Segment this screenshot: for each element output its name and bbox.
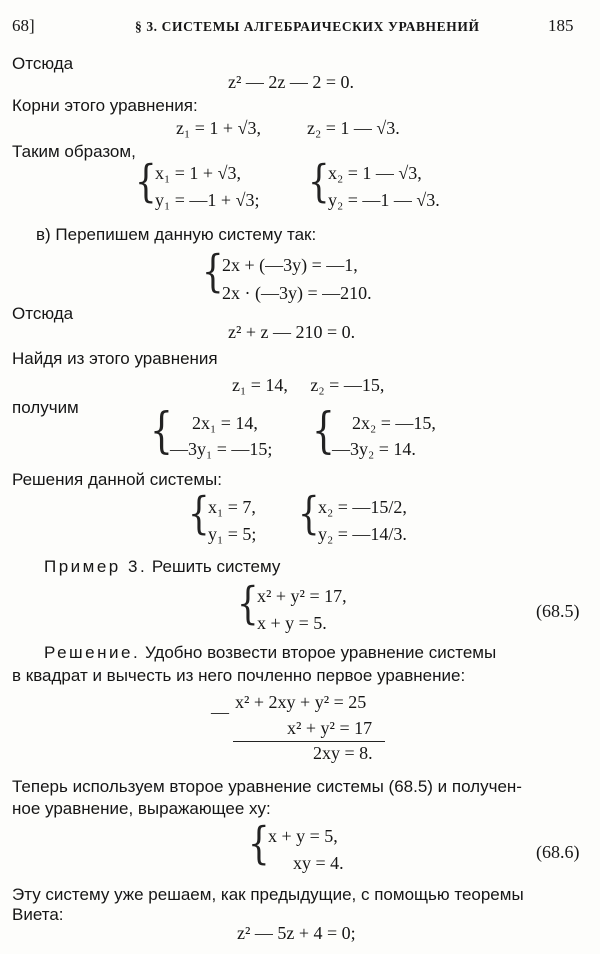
- system-p1-row1: 2x₁ = 14,: [192, 413, 258, 433]
- page-number: 185: [548, 16, 574, 35]
- equation-last: z² — 5z + 4 = 0;: [237, 923, 356, 943]
- system-v-row1: 2x + (—3y) = —1,: [222, 255, 358, 275]
- running-title: § 3. СИСТЕМЫ АЛГЕБРАИЧЕСКИХ УРАВНЕНИЙ: [135, 19, 480, 34]
- text-otsyuda-2: Отсюда: [12, 304, 74, 323]
- solution-paragraph-line2: в квадрат и вычесть из него почленно первое уравнение:: [12, 666, 466, 685]
- text-takim: Таким образом,: [12, 142, 136, 161]
- system-p1-row2: —3y₁ = —15;: [170, 439, 273, 459]
- text-korni: Корни этого уравнения:: [12, 96, 198, 115]
- system-v-row2: 2x · (—3y) = —210.: [222, 283, 372, 303]
- text-teper-line1: Теперь используем второе уравнение системы (68.5) и получен-: [12, 777, 522, 796]
- minus-sign: —: [211, 702, 229, 722]
- equation-number-68-5: (68.5): [536, 601, 580, 621]
- system-p2-row1: 2x₂ = —15,: [352, 413, 436, 433]
- system-b-row1: x₂ = 1 — √3,: [328, 163, 422, 183]
- system-a-row1: x₁ = 1 + √3,: [155, 163, 241, 183]
- system-68-6-row1: x + y = 5,: [268, 826, 338, 846]
- example-heading: [44, 557, 280, 577]
- text-poluchim: получим: [12, 398, 79, 417]
- roots-z1: z₁ = 1 + √3,: [176, 118, 261, 138]
- equation-number-68-6: (68.6): [536, 842, 580, 862]
- brace-example-3: {: [237, 578, 259, 631]
- subtraction-row1: x² + 2xy + y² = 25: [235, 692, 367, 712]
- example-label: Пример 3.: [44, 557, 148, 576]
- solution-2-row1: x₂ = —15/2,: [318, 497, 407, 517]
- system-p2-row2: —3y₂ = 14.: [332, 439, 416, 459]
- brace-system-p2: {: [312, 403, 335, 460]
- brace-system-a: {: [135, 156, 157, 209]
- equation-2: z² + z — 210 = 0.: [228, 322, 356, 342]
- example-3-row2: x + y = 5.: [257, 613, 327, 633]
- text-otsyuda-1: Отсюда: [12, 54, 74, 73]
- equation-1: z² — 2z — 2 = 0.: [228, 72, 355, 92]
- text-resheniya: Решения данной системы:: [12, 470, 222, 489]
- text-etu-line2: Виета:: [12, 905, 64, 924]
- brace-system-b: {: [308, 156, 330, 209]
- system-68-6-row2: xy = 4.: [293, 853, 344, 873]
- brace-solution-2: {: [298, 488, 320, 541]
- text-part-v: в) Перепишем данную систему так:: [36, 225, 317, 244]
- brace-system-v: {: [202, 246, 224, 299]
- subtraction-result: 2xy = 8.: [313, 743, 373, 763]
- text-teper-line2: ное уравнение, выражающее xy:: [12, 799, 271, 818]
- example-3-row1: x² + y² = 17,: [257, 586, 347, 606]
- solution-1-row1: x₁ = 7,: [208, 497, 256, 517]
- solution-label: Решение.: [44, 643, 141, 662]
- section-number: 68]: [12, 16, 35, 35]
- solution-2-row2: y₂ = —14/3.: [318, 524, 407, 544]
- system-b-row2: y₂ = —1 — √3.: [328, 190, 440, 210]
- solution-paragraph-line1: [44, 643, 496, 663]
- solution-1-row2: y₁ = 5;: [208, 524, 257, 544]
- example-text: Решить систему: [151, 557, 281, 576]
- brace-solution-1: {: [188, 488, 210, 541]
- roots-z2: z₂ = 1 — √3.: [307, 118, 400, 138]
- brace-system-68-6: {: [248, 818, 270, 871]
- roots-2: z₁ = 14, z₂ = —15,: [232, 375, 385, 395]
- text-naydya: Найдя из этого уравнения: [12, 349, 218, 368]
- system-a-row2: y₁ = —1 + √3;: [155, 190, 260, 210]
- brace-system-p1: {: [150, 403, 173, 460]
- subtraction-row2: x² + y² = 17: [287, 718, 373, 738]
- text-etu-line1: Эту систему уже решаем, как предыдущие, с помощью теоремы: [12, 885, 524, 904]
- solution-text-1: Удобно возвести второе уравнение системы: [144, 643, 497, 662]
